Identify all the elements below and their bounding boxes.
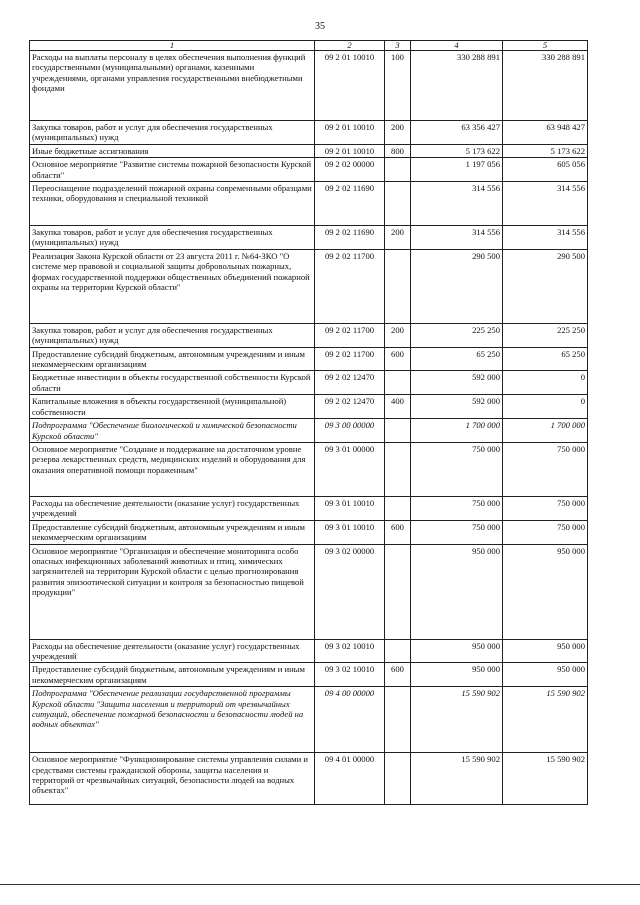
row-sum-1-cell: 225 250 [411,323,503,347]
row-name-cell: Основное мероприятие "Создание и поддержание на достаточном уровне резерва лекарственных средств, медицинских изделий и оборудования для оказания оперативной помощи пораженным" [30,442,315,496]
row-sum-2-cell: 750 000 [503,520,588,544]
row-sum-1-cell: 5 173 622 [411,144,503,157]
row-name-cell: Подпрограмма "Обеспечение биологической и химической безопасности Курской области" [30,419,315,443]
row-sum-2-cell: 605 056 [503,158,588,182]
row-name-cell: Расходы на обеспечение деятельности (оказание услуг) государственных учреждений [30,496,315,520]
row-vr-cell [385,249,411,323]
row-sum-1-cell: 314 556 [411,182,503,226]
header-col-1: 1 [30,41,315,51]
row-code-cell: 09 2 01 10010 [315,144,385,157]
table-row [30,249,588,323]
row-code-cell: 09 4 01 00000 [315,753,385,805]
row-vr-cell [385,639,411,663]
row-name-cell: Бюджетные инвестиции в объекты государственной собственности Курской области [30,371,315,395]
row-name-cell: Подпрограмма "Обеспечение реализации государственной программы Курской области "Защита населения и территорий от чрезвычайных ситуаций, обеспечение пожарной безопасности и безопасности людей на водных объектах" [30,687,315,753]
row-name-cell: Закупка товаров, работ и услуг для обеспечения государственных (муниципальных) нужд [30,323,315,347]
table-row [30,182,588,226]
row-sum-2-cell: 1 700 000 [503,419,588,443]
row-sum-2-cell: 950 000 [503,639,588,663]
row-sum-2-cell: 314 556 [503,182,588,226]
row-sum-2-cell: 225 250 [503,323,588,347]
row-sum-2-cell: 65 250 [503,347,588,371]
row-vr-cell: 200 [385,226,411,250]
row-vr-cell [385,753,411,805]
table-row [30,347,588,371]
row-vr-cell [385,496,411,520]
row-name-cell: Переоснащение подразделений пожарной охраны современными образцами техники, оборудования и специальной техникой [30,182,315,226]
row-vr-cell: 400 [385,395,411,419]
row-sum-2-cell: 15 590 902 [503,687,588,753]
row-vr-cell [385,158,411,182]
table-row [30,395,588,419]
row-sum-1-cell: 314 556 [411,226,503,250]
row-sum-2-cell: 750 000 [503,496,588,520]
table-row [30,496,588,520]
row-sum-1-cell: 290 500 [411,249,503,323]
row-sum-1-cell: 950 000 [411,639,503,663]
bottom-scan-line [0,884,640,885]
row-sum-2-cell: 0 [503,371,588,395]
table-row [30,663,588,687]
row-vr-cell [385,687,411,753]
row-name-cell: Закупка товаров, работ и услуг для обеспечения государственных (муниципальных) нужд [30,121,315,145]
row-sum-2-cell: 950 000 [503,544,588,639]
row-sum-2-cell: 750 000 [503,442,588,496]
row-sum-1-cell: 330 288 891 [411,51,503,121]
row-code-cell: 09 3 00 00000 [315,419,385,443]
row-vr-cell [385,442,411,496]
table-row [30,144,588,157]
row-sum-1-cell: 65 250 [411,347,503,371]
row-code-cell: 09 2 02 11690 [315,226,385,250]
row-code-cell: 09 3 02 00000 [315,544,385,639]
row-name-cell: Основное мероприятие "Функционирование системы управления силами и средствами системы гражданской обороны, защиты населения и территорий от чрезвычайных ситуаций, безопасности людей на водных объектах" [30,753,315,805]
row-name-cell: Иные бюджетные ассигнования [30,144,315,157]
row-sum-1-cell: 750 000 [411,496,503,520]
budget-table [29,40,588,805]
table-row [30,687,588,753]
row-vr-cell [385,371,411,395]
row-name-cell: Реализация Закона Курской области от 23 августа 2011 г. №64-ЗКО "О системе мер правовой и социальной защиты добровольных пожарных, формах государственной поддержки общественных объединений пожарной охраны на территории Курской области" [30,249,315,323]
row-vr-cell: 100 [385,51,411,121]
row-sum-1-cell: 950 000 [411,663,503,687]
row-name-cell: Закупка товаров, работ и услуг для обеспечения государственных (муниципальных) нужд [30,226,315,250]
row-name-cell: Предоставление субсидий бюджетным, автономным учреждениям и иным некоммерческим организациям [30,663,315,687]
row-sum-1-cell: 1 700 000 [411,419,503,443]
row-code-cell: 09 3 01 10010 [315,496,385,520]
row-code-cell: 09 2 02 11700 [315,323,385,347]
row-code-cell: 09 2 02 11700 [315,347,385,371]
row-sum-1-cell: 63 356 427 [411,121,503,145]
row-code-cell: 09 2 02 12470 [315,371,385,395]
row-code-cell: 09 2 02 11690 [315,182,385,226]
row-name-cell: Предоставление субсидий бюджетным, автономным учреждениям и иным некоммерческим организациям [30,347,315,371]
row-vr-cell: 800 [385,144,411,157]
table-row [30,158,588,182]
table-row [30,419,588,443]
row-sum-2-cell: 0 [503,395,588,419]
header-col-5: 5 [503,41,588,51]
row-sum-2-cell: 15 590 902 [503,753,588,805]
row-code-cell: 09 2 01 10010 [315,121,385,145]
table-row [30,371,588,395]
row-vr-cell [385,419,411,443]
row-sum-2-cell: 950 000 [503,663,588,687]
row-code-cell: 09 3 02 10010 [315,639,385,663]
row-vr-cell: 600 [385,347,411,371]
table-row [30,544,588,639]
row-name-cell: Расходы на обеспечение деятельности (оказание услуг) государственных учреждений [30,639,315,663]
row-sum-1-cell: 15 590 902 [411,753,503,805]
row-vr-cell: 600 [385,520,411,544]
row-sum-1-cell: 15 590 902 [411,687,503,753]
table-row [30,121,588,145]
row-code-cell: 09 2 02 11700 [315,249,385,323]
row-code-cell: 09 2 01 10010 [315,51,385,121]
row-code-cell: 09 2 02 12470 [315,395,385,419]
row-name-cell: Расходы на выплаты персоналу в целях обеспечения выполнения функций государственными (муниципальными) органами, казенными учреждениями, органами управления государственными внебюджетными фондами [30,51,315,121]
row-vr-cell [385,182,411,226]
row-name-cell: Основное мероприятие "Организация и обеспечение мониторинга особо опасных инфекционных заболеваний животных и птиц, химических загрязнителей на территории Курской области с целью прогнозирования развития эпизоотической ситуации и контроля за безопасностью пищевой продукции" [30,544,315,639]
page-number: 35 [315,21,325,32]
row-vr-cell: 200 [385,121,411,145]
row-sum-1-cell: 592 000 [411,395,503,419]
row-sum-1-cell: 750 000 [411,520,503,544]
row-sum-2-cell: 290 500 [503,249,588,323]
row-vr-cell: 200 [385,323,411,347]
table-row [30,442,588,496]
row-sum-2-cell: 330 288 891 [503,51,588,121]
row-sum-2-cell: 314 556 [503,226,588,250]
row-sum-2-cell: 5 173 622 [503,144,588,157]
header-col-4: 4 [411,41,503,51]
table-row [30,753,588,805]
row-code-cell: 09 3 02 10010 [315,663,385,687]
header-col-2: 2 [315,41,385,51]
table-row [30,51,588,121]
row-name-cell: Предоставление субсидий бюджетным, автономным учреждениям и иным некоммерческим организациям [30,520,315,544]
row-sum-1-cell: 750 000 [411,442,503,496]
row-code-cell: 09 3 01 10010 [315,520,385,544]
row-name-cell: Основное мероприятие "Развитие системы пожарной безопасности Курской области" [30,158,315,182]
row-code-cell: 09 4 00 00000 [315,687,385,753]
header-col-3: 3 [385,41,411,51]
row-code-cell: 09 3 01 00000 [315,442,385,496]
row-sum-2-cell: 63 948 427 [503,121,588,145]
row-sum-1-cell: 950 000 [411,544,503,639]
table-row [30,520,588,544]
row-vr-cell [385,544,411,639]
table-header-row [30,41,588,51]
table-row [30,226,588,250]
row-code-cell: 09 2 02 00000 [315,158,385,182]
table-row [30,639,588,663]
row-sum-1-cell: 592 000 [411,371,503,395]
row-vr-cell: 600 [385,663,411,687]
table-row [30,323,588,347]
row-name-cell: Капитальные вложения в объекты государственной (муниципальной) собственности [30,395,315,419]
row-sum-1-cell: 1 197 056 [411,158,503,182]
